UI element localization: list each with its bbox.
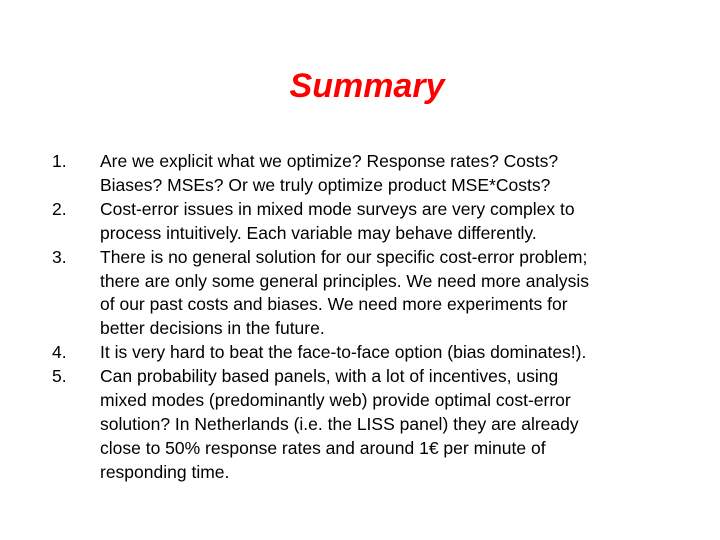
item-text — [100, 341, 665, 365]
item-text-line: process intuitively. Each variable may behave differently. — [100, 222, 537, 243]
item-number: 2. — [52, 198, 67, 219]
item-text-line: Can probability based panels, with a lot of incentives, using — [100, 366, 559, 387]
item-number: 3. — [52, 246, 67, 267]
item-text — [100, 198, 665, 246]
item-text — [100, 365, 665, 485]
item-text-line: mixed modes (predominantly web) provide optimal cost-error — [100, 390, 571, 411]
item-text-line: better decisions in the future. — [100, 318, 325, 339]
item-text — [100, 150, 665, 198]
item-number: 1. — [52, 151, 67, 171]
summary-item-4 — [0, 341, 720, 365]
item-text-line: responding time. — [100, 461, 230, 482]
slide-title: Summary — [289, 67, 445, 105]
item-text-line: Are we explicit what we optimize? Response rates? Costs? — [100, 151, 559, 171]
item-text-line: there are only some general principles. We need more analysis — [100, 270, 589, 291]
item-text-line: solution? In Netherlands (i.e. the LISS panel) they are already — [100, 413, 579, 434]
summary-item-3 — [0, 246, 720, 342]
item-text-line: Cost-error issues in mixed mode surveys are very complex to — [100, 198, 575, 219]
summary-item-2 — [0, 198, 720, 246]
summary-item-1 — [0, 150, 720, 198]
summary-item-5 — [0, 365, 720, 485]
item-text-line: It is very hard to beat the face-to-face option (bias dominates!). — [100, 342, 587, 363]
item-number: 5. — [52, 366, 67, 387]
item-text-line: There is no general solution for our specific cost-error problem; — [100, 246, 588, 267]
item-text-line: of our past costs and biases. We need more experiments for — [100, 294, 568, 315]
item-text-line: Biases? MSEs? Or we truly optimize product MSE*Costs? — [100, 174, 551, 195]
summary-list — [0, 150, 720, 485]
item-text — [100, 246, 665, 342]
item-number: 4. — [52, 342, 67, 363]
item-text-line: close to 50% response rates and around 1€ per minute of — [100, 437, 546, 458]
